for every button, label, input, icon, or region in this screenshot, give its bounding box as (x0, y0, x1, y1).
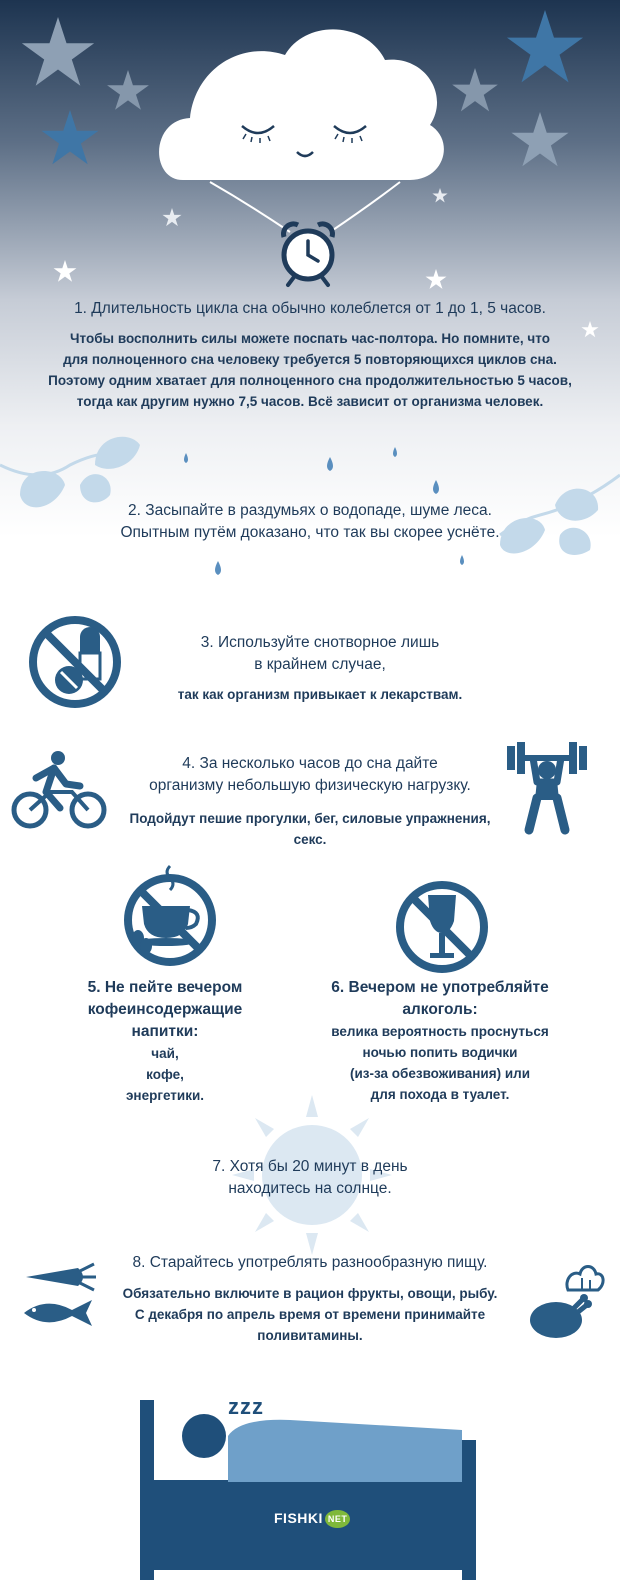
raindrop-icon (184, 453, 188, 463)
raindrop-icon (433, 480, 439, 494)
tip6-sub-line: (из-за обезвоживания) или (349, 1066, 531, 1081)
tip8-title: 8. Старайтесь употреблять разнообразную пищу. (132, 1254, 488, 1271)
star-icon (426, 269, 447, 289)
tip8-sub-line: Обязательно включите в рацион фрукты, овощи, рыбу. (122, 1286, 498, 1301)
tip6-sub-line: ночью попить водички (362, 1045, 518, 1060)
tip6-sub-line: для похода в туалет. (370, 1087, 510, 1102)
tip3-line: 3. Используйте снотворное лишь (200, 634, 440, 651)
tip1-line: для полноценного сна человеку требуется 5 повторяющихся циклов сна. (63, 352, 557, 367)
tip1-title: 1. Длительность цикла сна обычно колеблется от 1 до 1, 5 часов. (74, 300, 546, 317)
tip4-text (110, 753, 510, 797)
star-icon (507, 10, 583, 82)
night-sky (0, 0, 620, 300)
tip4-sub-line: секс. (293, 832, 327, 847)
star-icon (511, 112, 568, 166)
tip4-line: 4. За несколько часов до сна дайте (182, 755, 438, 772)
leaf-icon (0, 437, 140, 508)
tip1-line: Поэтому одним хватает для полноценного сна продолжительностью 5 часов, (48, 373, 572, 388)
star-icon (22, 17, 94, 86)
sleeping-person-icon (140, 1380, 480, 1580)
brand-logo (274, 1510, 350, 1528)
raindrop-icon (393, 447, 397, 457)
brand-name: FISHKI (274, 1510, 323, 1526)
tip6-line: алкоголь: (402, 1001, 478, 1018)
star-icon (107, 70, 149, 110)
tip7-line: 7. Хотя бы 20 минут в день (212, 1158, 408, 1175)
tip6-line: 6. Вечером не употребляйте (331, 979, 549, 996)
tip7-text (160, 1156, 460, 1200)
cloud-icon (159, 29, 444, 232)
tip1-body (20, 328, 600, 412)
tip4-line: организму небольшую физическую нагрузку. (149, 777, 471, 794)
tip8-sub-line: С декабря по апрель время от времени принимайте (134, 1307, 486, 1322)
zzz-text: zzz (228, 1394, 264, 1419)
tip2-line: Опытным путём доказано, что так вы скорее уснёте. (120, 524, 500, 541)
star-icon (54, 260, 77, 282)
tip5-line: напитки: (131, 1023, 199, 1040)
tip6-sub (295, 1021, 585, 1105)
fish-icon (16, 1296, 96, 1330)
tip5-text (55, 977, 275, 1043)
star-icon (452, 68, 498, 111)
star-icon (162, 208, 181, 226)
alarm-clock-icon (284, 224, 333, 285)
tip8-sub (100, 1283, 520, 1346)
vegetables-icon (562, 1260, 606, 1300)
raindrop-icon (327, 457, 333, 471)
tip2-line: 2. Засыпайте в раздумьях о водопаде, шуме леса. (128, 502, 492, 519)
tip5-sub-line: кофе, (146, 1067, 184, 1082)
tip1-line: тогда как другим нужно 7,5 часов. Всё зависит от организма человек. (76, 394, 544, 409)
tip5-line: кофеинсодержащие (87, 1001, 243, 1018)
no-coffee-icon (118, 862, 222, 966)
no-pills-icon (25, 612, 125, 712)
tip4-sub-line: Подойдут пешие прогулки, бег, силовые упражнения, (129, 811, 491, 826)
tip5-sub-line: энергетики. (125, 1088, 205, 1103)
tip6-text (295, 977, 585, 1021)
star-icon (41, 110, 98, 164)
no-wine-icon (392, 877, 492, 977)
brand-badge: NET (325, 1510, 351, 1528)
raindrop-icon (215, 561, 221, 575)
tip8-sub-line: поливитамины. (257, 1328, 363, 1343)
tip6-sub-line: велика вероятность проснуться (331, 1024, 549, 1039)
tip1-line: Чтобы восполнить силы можете поспать час-полтора. Но помните, что (70, 331, 550, 346)
carrot-icon (18, 1262, 98, 1292)
tip5-line: 5. Не пейте вечером (87, 979, 243, 996)
tip5-sub-line: чай, (151, 1046, 179, 1061)
tip4-sub (110, 808, 510, 850)
star-icon (432, 188, 447, 202)
tip7-line: находитесь на солнце. (228, 1180, 392, 1197)
tip3-line: в крайнем случае, (254, 656, 386, 673)
raindrop-icon (460, 555, 464, 565)
tip3-text (140, 632, 500, 676)
cyclist-icon (10, 748, 110, 838)
tip2-text (60, 500, 560, 544)
tip3-sub: так как организм привыкает к лекарствам. (177, 687, 463, 702)
weightlifter-icon (507, 738, 587, 833)
